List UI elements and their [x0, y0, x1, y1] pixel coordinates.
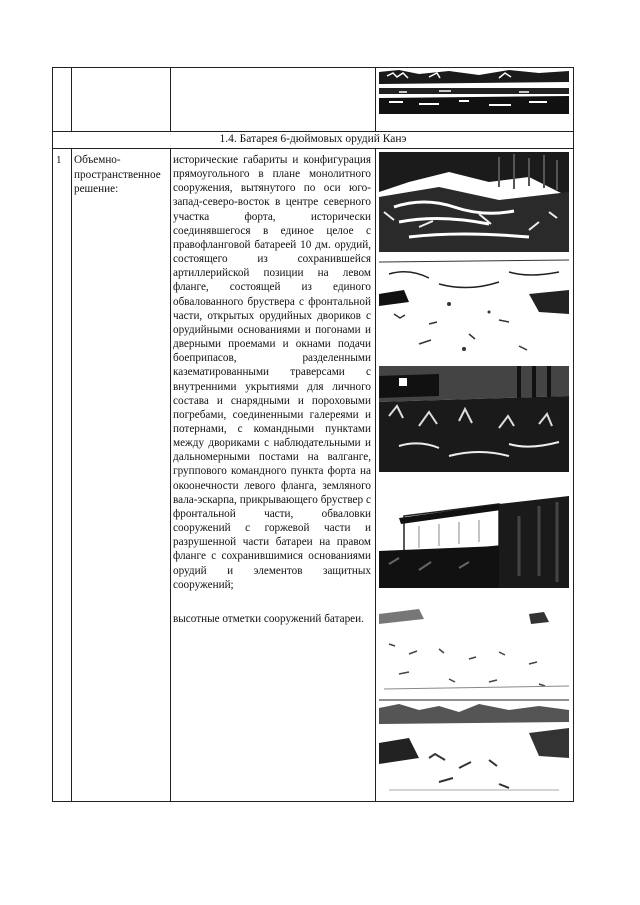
photo-battery-2 [379, 254, 569, 362]
parameter-label-line: Объемно- [74, 154, 121, 166]
section-title-bottom-rule [53, 148, 573, 149]
parameter-label-line: пространственное [74, 168, 161, 181]
photo-battery-1 [379, 152, 569, 252]
photo-top-previous-row [379, 68, 569, 114]
description-paragraph: исторические габариты и конфигурация прямоугольного в плане монолитного сооружения, вытянутого по оси юго-запад-северо-восток в центре северного участка форта, исторически соединявшегося в единое целое с правофланговой батареей 10 дм. орудий, состоящего из сохранившейся артиллерийской позиции на левом фланге, состоящей из единого обвалованного бруствера с фронтальной части, открытых орудийных двориков с орудийными основаниями и погонами и дверными проемами и окнами подачи боеприпасов, разделенными казематированными траверсами с внутренними укрытиями для личного состава и снарядными и пороховыми погребами, соединенными галереями и потернами, с командными пунктами между двориками с наблюдательными и дальномерными постами на валганге, группового командного пункта форта на окоонечности левого фланга, земляного вала-эскарпа, прикрывающего бруствер с фронтальной части, обваловки сооружений с горжевой части и разрушенной части батареи на правом фланге с сохранившимися основаниями орудий и элементов защитных сооружений; [173, 154, 371, 591]
row-number: 1 [56, 154, 62, 166]
parameter-label [74, 153, 170, 197]
column-divider-number [71, 68, 72, 801]
column-divider-label [170, 68, 171, 801]
section-title: 1.4. Батарея 6-дюймовых орудий Канэ [219, 133, 407, 145]
parameter-description [173, 153, 371, 626]
description-paragraph: высотные отметки сооружений батареи. [173, 612, 364, 625]
photo-battery-4 [379, 476, 569, 588]
document-table [52, 67, 574, 802]
photo-battery-6 [379, 698, 569, 798]
photo-battery-3 [379, 366, 569, 472]
parameter-label-line: решение: [74, 183, 119, 195]
photo-battery-5 [379, 594, 569, 696]
column-divider-photos [375, 68, 376, 801]
